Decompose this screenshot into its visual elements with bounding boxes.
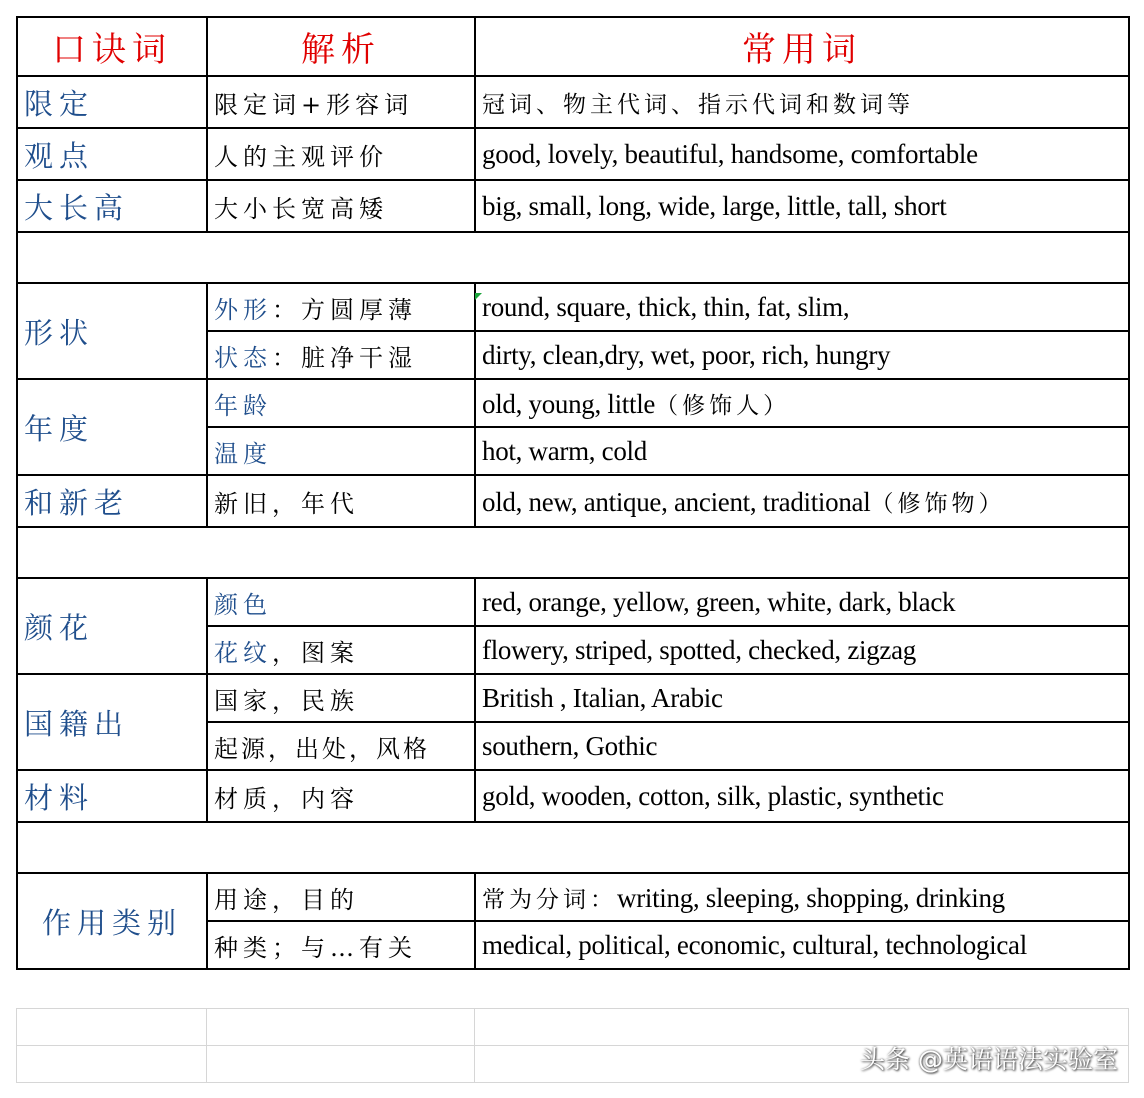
common-words-en: old, young, little — [482, 388, 656, 419]
empty-cell — [17, 1046, 207, 1083]
row-determiner — [17, 76, 1129, 128]
analysis-cell — [207, 578, 475, 626]
cell-comment-marker — [475, 293, 482, 300]
analysis-lead: 外形 — [214, 295, 272, 324]
spacer-row — [17, 822, 1129, 873]
analysis-lead: 温度 — [214, 439, 272, 468]
header-common-words: 常用词 — [475, 17, 1129, 76]
analysis-cell — [207, 626, 475, 674]
analysis-cell — [207, 331, 475, 379]
mnemonic-cell: 年度 — [17, 379, 207, 475]
mnemonic-cell: 作用类别 — [17, 873, 207, 969]
header-mnemonic: 口诀词 — [17, 17, 207, 76]
common-words-cell: round, square, thick, thin, fat, slim, — [475, 283, 1129, 331]
analysis-cell — [207, 283, 475, 331]
empty-cell — [207, 1046, 475, 1083]
analysis-cell — [207, 379, 475, 427]
common-words-cell — [475, 379, 1129, 427]
row-opinion — [17, 128, 1129, 180]
spacer-row — [17, 527, 1129, 578]
common-words-note: 常为分词： — [482, 886, 617, 913]
analysis-cell: 国家，民族 — [207, 674, 475, 722]
common-words-cell: hot, warm, cold — [475, 427, 1129, 475]
mnemonic-cell: 国籍出 — [17, 674, 207, 770]
analysis-cell: 大小长宽高矮 — [207, 180, 475, 232]
analysis-rest: ：方圆厚薄 — [272, 295, 417, 324]
header-analysis: 解析 — [207, 17, 475, 76]
analysis-rest: ，图案 — [272, 638, 359, 667]
mnemonic-cell: 和新老 — [17, 475, 207, 527]
analysis-cell — [207, 427, 475, 475]
header-row — [17, 17, 1129, 76]
analysis-cell: 新旧，年代 — [207, 475, 475, 527]
row-origin-1 — [17, 674, 1129, 722]
common-words-cell: southern, Gothic — [475, 722, 1129, 770]
analysis-lead: 颜色 — [214, 590, 272, 619]
analysis-cell: 材质，内容 — [207, 770, 475, 822]
analysis-cell: 种类；与…有关 — [207, 921, 475, 969]
common-words-note: （修饰人） — [655, 392, 791, 419]
spacer-row — [17, 232, 1129, 283]
common-words-cell: medical, political, economic, cultural, technological — [475, 921, 1129, 969]
common-words-cell: flowery, striped, spotted, checked, zigzag — [475, 626, 1129, 674]
row-age-1 — [17, 379, 1129, 427]
adjective-order-table — [16, 16, 1130, 970]
spacer-cell — [17, 822, 1129, 873]
row-purpose-1 — [17, 873, 1129, 921]
mnemonic-cell: 材料 — [17, 770, 207, 822]
analysis-cell: 起源，出处，风格 — [207, 722, 475, 770]
analysis-cell: 人的主观评价 — [207, 128, 475, 180]
analysis-lead: 花纹 — [214, 638, 272, 667]
common-words-cell: 冠词、物主代词、指示代词和数词等 — [475, 76, 1129, 128]
common-words-cell: big, small, long, wide, large, little, tall, short — [475, 180, 1129, 232]
mnemonic-cell: 大长高 — [17, 180, 207, 232]
empty-cell — [207, 1009, 475, 1046]
analysis-lead: 年龄 — [214, 391, 272, 420]
analysis-rest: ：脏净干湿 — [272, 343, 417, 372]
mnemonic-cell: 颜花 — [17, 578, 207, 674]
row-shape-1 — [17, 283, 1129, 331]
common-words-en: old, new, antique, ancient, traditional — [482, 486, 871, 517]
mnemonic-cell: 限定 — [17, 76, 207, 128]
analysis-cell: 限定词+形容词 — [207, 76, 475, 128]
common-words-note: （修饰物） — [870, 490, 1006, 517]
spacer-cell — [17, 232, 1129, 283]
mnemonic-cell: 形状 — [17, 283, 207, 379]
row-size — [17, 180, 1129, 232]
common-words-en: writing, sleeping, shopping, drinking — [617, 882, 1005, 913]
row-color-1 — [17, 578, 1129, 626]
empty-cell — [17, 1009, 207, 1046]
row-material — [17, 770, 1129, 822]
common-words-cell: gold, wooden, cotton, silk, plastic, synthetic — [475, 770, 1129, 822]
common-words-cell — [475, 873, 1129, 921]
analysis-lead: 状态 — [214, 343, 272, 372]
watermark: 头条 @英语语法实验室 — [860, 1045, 1118, 1074]
common-words-cell: dirty, clean,dry, wet, poor, rich, hungry — [475, 331, 1129, 379]
common-words-cell: good, lovely, beautiful, handsome, comfortable — [475, 128, 1129, 180]
common-words-cell — [475, 475, 1129, 527]
common-words-cell: British , Italian, Arabic — [475, 674, 1129, 722]
analysis-cell: 用途，目的 — [207, 873, 475, 921]
spacer-cell — [17, 527, 1129, 578]
row-new-old — [17, 475, 1129, 527]
mnemonic-cell: 观点 — [17, 128, 207, 180]
common-words-cell: red, orange, yellow, green, white, dark, black — [475, 578, 1129, 626]
